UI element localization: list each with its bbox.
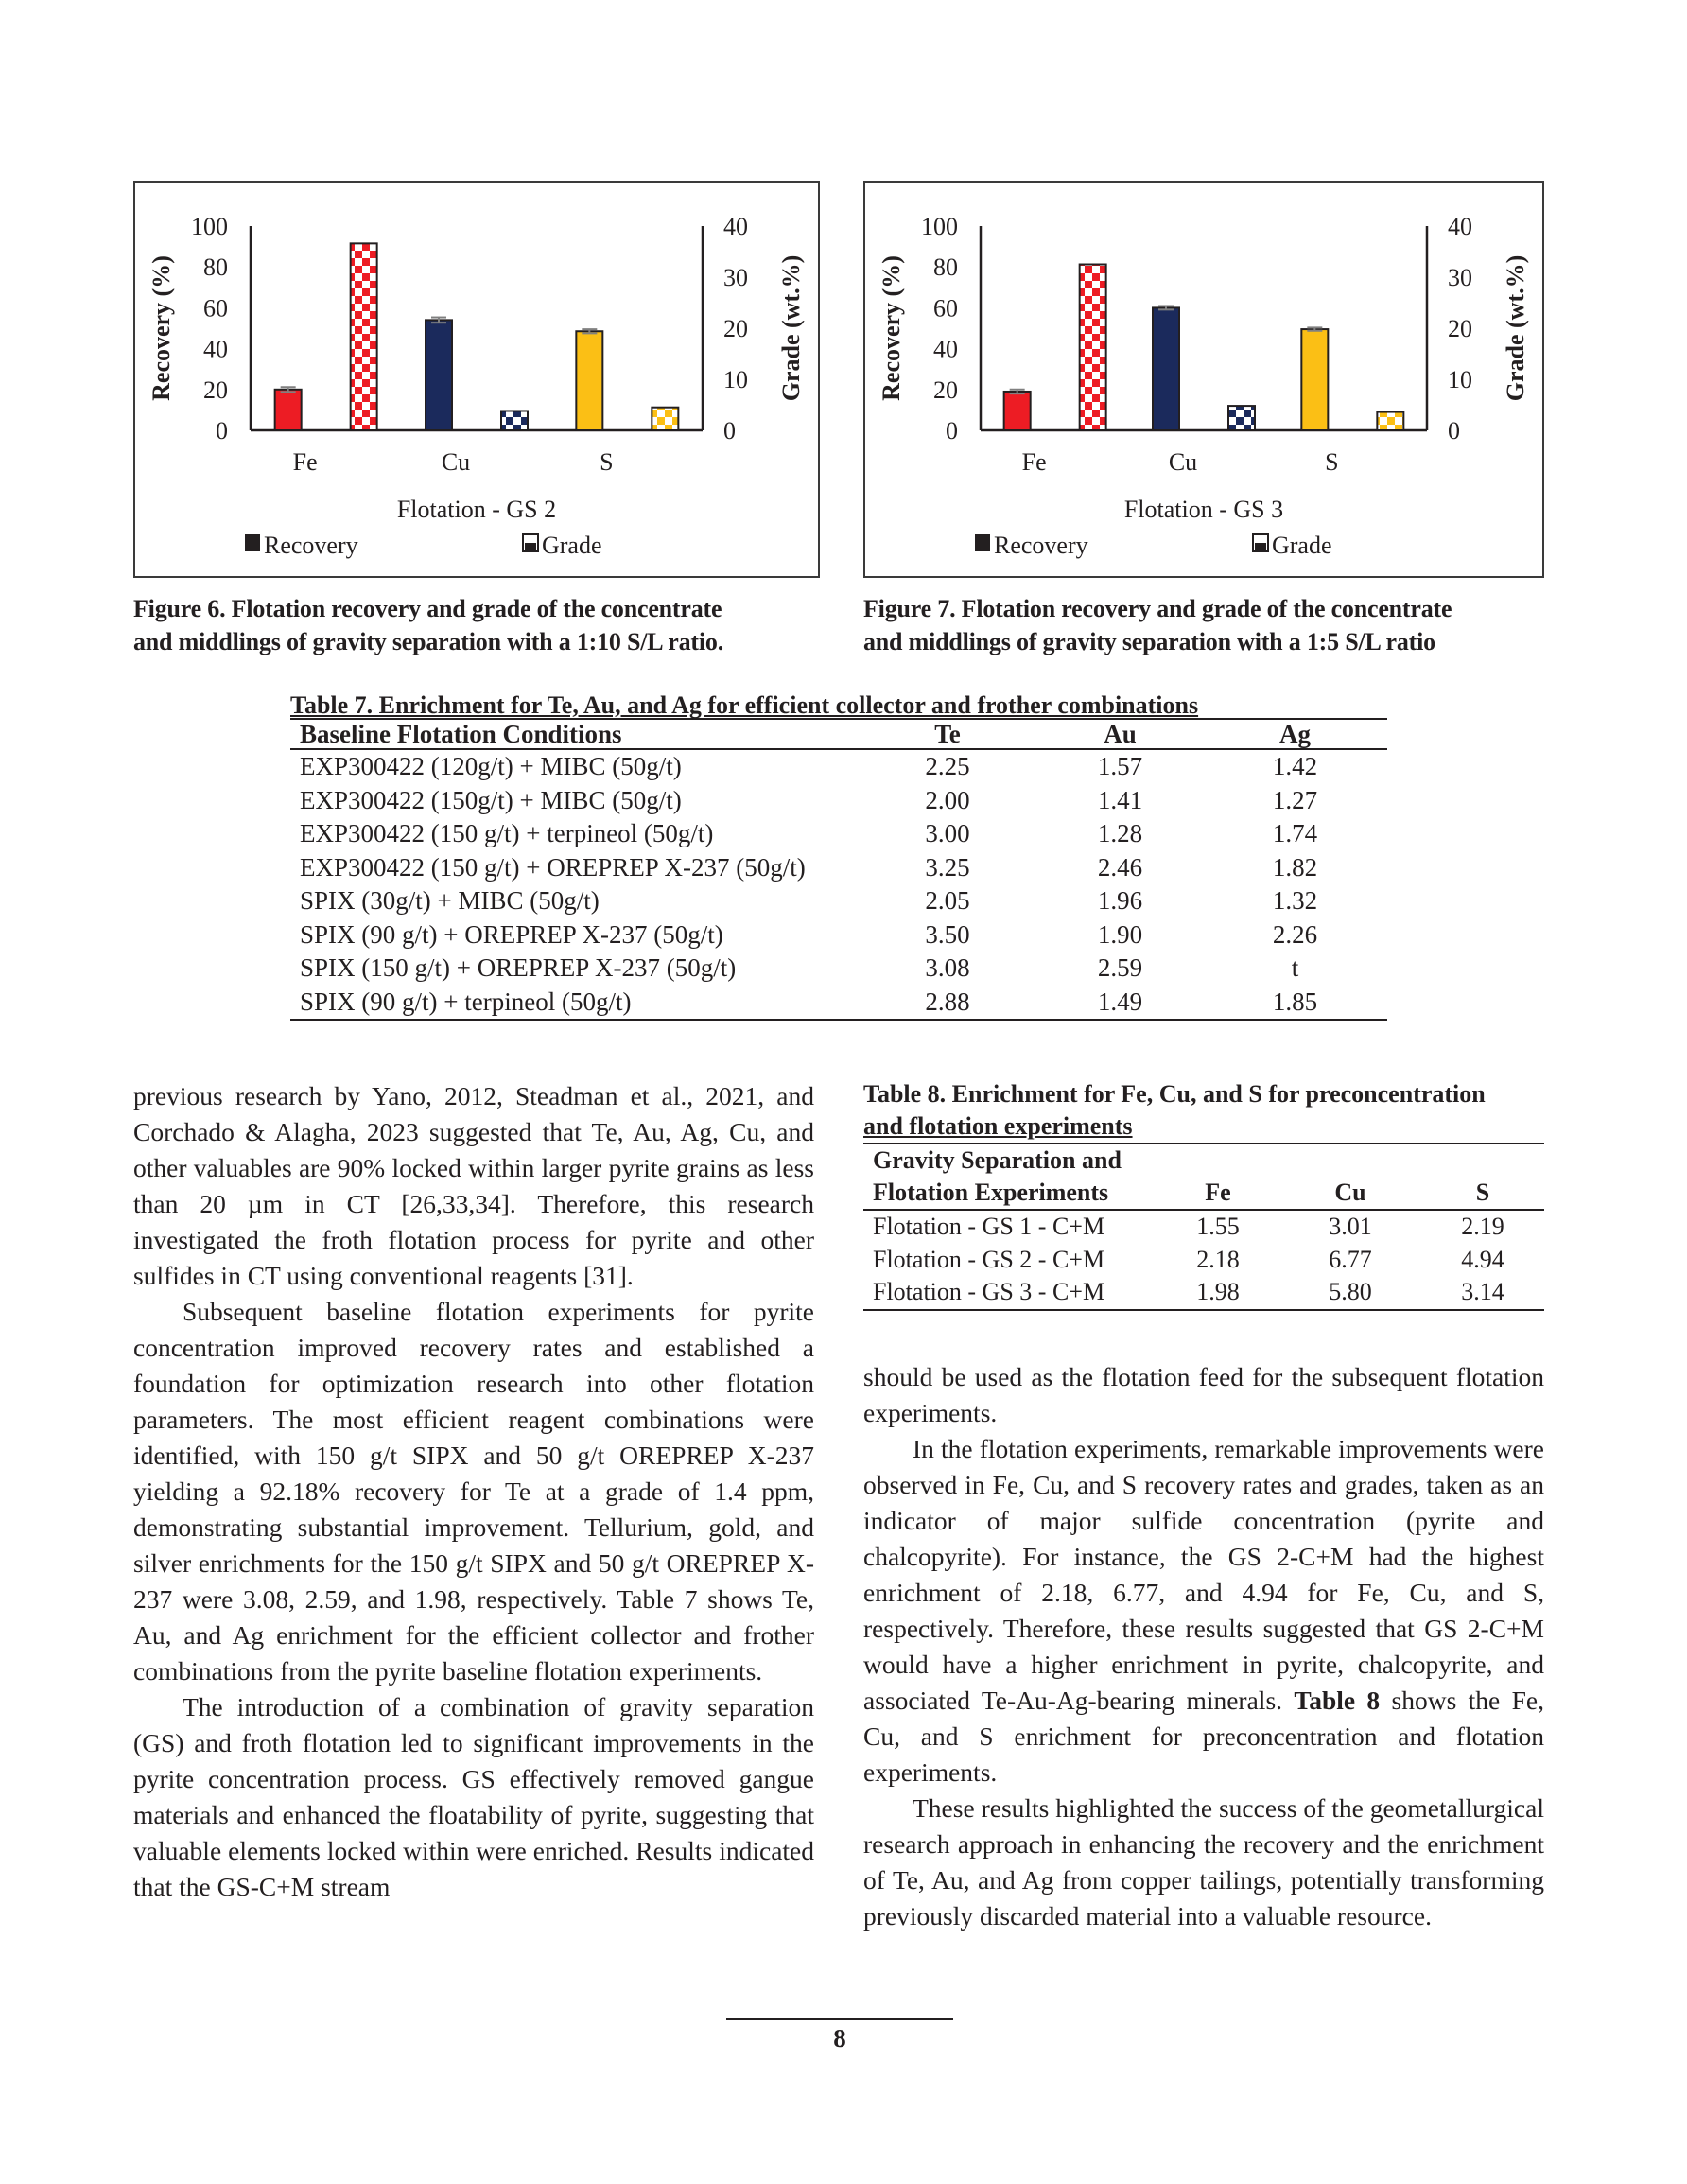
value-cell: 1.49 <box>1037 986 1203 1021</box>
column-header: Fe <box>1157 1144 1279 1210</box>
column-header: Baseline Flotation Conditions <box>290 719 858 749</box>
grade-bar <box>351 243 377 430</box>
legend-grade-swatch-fill <box>525 543 536 551</box>
x-tick-label: Fe <box>1021 448 1047 476</box>
row-label-cell: EXP300422 (150 g/t) + OREPREP X-237 (50g/t) <box>300 852 806 882</box>
value-cell: 2.59 <box>1097 953 1143 982</box>
table-header-row <box>290 719 1387 749</box>
table-row <box>290 918 1387 952</box>
table-8 <box>863 1078 1544 1311</box>
value-cell: 1.57 <box>1097 752 1143 780</box>
value-cell: 1.55 <box>1196 1213 1240 1240</box>
value-cell: 1.28 <box>1097 819 1143 847</box>
value-cell: 2.00 <box>925 785 970 814</box>
y2-tick-label: 30 <box>1448 264 1472 291</box>
column-header: Au <box>1037 719 1203 749</box>
table-row <box>290 884 1387 918</box>
table-7 <box>290 693 1387 1021</box>
value-cell: 3.01 <box>1329 1213 1372 1240</box>
recovery-bar <box>426 320 452 430</box>
row-label-cell: EXP300422 (150 g/t) + terpineol (50g/t) <box>300 819 714 847</box>
table-row <box>290 851 1387 885</box>
y-tick-label: 40 <box>933 335 958 363</box>
grade-bar <box>1228 406 1255 430</box>
value-cell: 2.19 <box>1461 1213 1504 1240</box>
bar-chart-gs3 <box>865 183 1542 576</box>
table-7-title: Table 7. Enrichment for Te, Au, and Ag for efficient collector and frother combinations <box>290 691 1199 719</box>
column-header: Cu <box>1279 1144 1421 1210</box>
value-cell: 3.00 <box>925 819 970 847</box>
table-row <box>290 952 1387 986</box>
value-cell: 3.08 <box>925 953 970 982</box>
caption-line: and middlings of gravity separation with a 1:5 S/L ratio <box>863 628 1435 655</box>
table-8-title <box>863 1078 1544 1143</box>
value-cell: 2.05 <box>925 886 970 915</box>
caption-line: Figure 7. Flotation recovery and grade of the concentrate <box>863 595 1452 622</box>
caption-line: Figure 6. Flotation recovery and grade of the concentrate <box>133 595 722 622</box>
recovery-bar <box>576 331 602 430</box>
table-row <box>290 817 1387 851</box>
figure-7-caption <box>863 592 1563 658</box>
value-cell: 2.18 <box>1196 1245 1240 1273</box>
y2-tick-label: 20 <box>1448 315 1472 342</box>
paragraph: Subsequent baseline flotation experiments for pyrite concentration improved recovery rates and established a foundation for optimization research into other flotation parameters. The most efficient reagent combinations were identified, with 150 g/t SIPX and 50 g/t OREPREP X-237 yielding a 92.18% recovery for Te at a grade of 1.4 ppm, demonstrating substantial improvement. Tellurium, gold, and silver enrichments for the 150 g/t SIPX and 50 g/t OREPREP X-237 were 3.08, 2.59, and 1.98, respectively. Table 7 shows Te, Au, and Ag enrichment for the efficient collector and frother combinations from the pyrite baseline flotation experiments. <box>133 1297 814 1686</box>
value-cell: 2.26 <box>1272 919 1318 949</box>
y2-tick-label: 10 <box>723 366 748 393</box>
y2-axis-title: Grade (wt.%) <box>1502 254 1529 402</box>
y-tick-label: 60 <box>933 294 958 323</box>
y-axis-title: Recovery (%) <box>148 255 175 401</box>
body-text-left-column <box>133 1078 814 1905</box>
y-tick-label: 100 <box>191 213 228 240</box>
value-cell: 2.46 <box>1097 852 1143 882</box>
y2-tick-label: 20 <box>723 315 748 342</box>
column-header: Te <box>858 719 1037 749</box>
legend-recovery-swatch <box>975 534 990 551</box>
legend-recovery-swatch <box>245 534 260 551</box>
row-label-cell: SPIX (90 g/t) + OREPREP X-237 (50g/t) <box>300 919 723 949</box>
y-tick-label: 100 <box>921 213 958 240</box>
recovery-bar <box>1301 329 1328 430</box>
value-cell: 2.25 <box>925 752 970 780</box>
legend-grade-label: Grade <box>542 532 602 559</box>
paragraph <box>863 1431 1544 1791</box>
paragraph: should be used as the flotation feed for the subsequent flotation experiments. <box>863 1362 1544 1427</box>
y2-tick-label: 0 <box>1448 417 1460 445</box>
text-run: In the flotation experiments, remarkable improvements were observed in Fe, Cu, and S recovery rates and grades, taken as an indicator of major sulfide concentration (pyrite and chalcopyrite). For instance, the GS 2-C+M had the highest enrichment of 2.18, 6.77, and 4.94 for Fe, Cu, and S, respectively. Therefore, these results suggested that GS 2-C+M would have a higher enrichment in pyrite, chalcopyrite, and associated Te-Au-Ag-bearing minerals. <box>863 1434 1544 1715</box>
x-tick-label: S <box>1325 448 1339 476</box>
header-line: Flotation Experiments <box>873 1179 1109 1206</box>
column-header <box>863 1144 1157 1210</box>
grade-bar <box>652 408 678 430</box>
value-cell: 3.25 <box>925 852 970 882</box>
x-axis-title: Flotation - GS 3 <box>1123 496 1284 523</box>
figure-6-chart <box>133 181 820 578</box>
grade-bar <box>501 411 528 430</box>
paragraph: previous research by Yano, 2012, Steadman et al., 2021, and Corchado & Alagha, 2023 suggested that Te, Au, Ag, Cu, and other valuables are 90% locked within larger pyrite grains as less than 20 µm in CT [26,33,34]. Therefore, this research investigated the froth flotation process for pyrite and other sulfides in CT using conventional reagents [31]. <box>133 1081 814 1290</box>
body-text-right-column <box>863 1359 1544 1934</box>
y2-axis-title: Grade (wt.%) <box>777 254 805 402</box>
x-tick-label: Cu <box>441 448 471 476</box>
y-tick-label: 40 <box>203 335 228 363</box>
column-header: Ag <box>1203 719 1387 749</box>
value-cell: 1.85 <box>1203 986 1387 1021</box>
row-label-cell: EXP300422 (120g/t) + MIBC (50g/t) <box>300 752 682 780</box>
value-cell: 1.42 <box>1272 752 1318 780</box>
figure-6-caption <box>133 592 833 658</box>
y-tick-label: 20 <box>933 376 958 404</box>
table-row <box>290 749 1387 784</box>
recovery-bar <box>275 390 302 430</box>
value-cell: 1.82 <box>1272 852 1318 882</box>
recovery-bar <box>1153 307 1179 430</box>
y2-tick-label: 40 <box>1448 213 1472 240</box>
row-label-cell: Flotation - GS 3 - C+M <box>863 1276 1157 1310</box>
value-cell: 1.27 <box>1272 785 1318 814</box>
legend-grade-swatch-fill <box>1255 543 1266 551</box>
row-label-cell: Flotation - GS 1 - C+M <box>873 1213 1105 1240</box>
table-row <box>290 784 1387 818</box>
y2-tick-label: 40 <box>723 213 748 240</box>
value-cell: 2.88 <box>858 986 1037 1021</box>
caption-line: and middlings of gravity separation with a 1:10 S/L ratio. <box>133 628 724 655</box>
x-tick-label: Fe <box>292 448 318 476</box>
value-cell: 5.80 <box>1279 1276 1421 1310</box>
row-label-cell: Flotation - GS 2 - C+M <box>873 1245 1105 1273</box>
text-run: shows the Fe, Cu, and S enrichment for preconcentration and flotation experiments. <box>863 1686 1544 1787</box>
table-8-title-line: Table 8. Enrichment for Fe, Cu, and S for preconcentration <box>863 1080 1486 1108</box>
x-tick-label: S <box>600 448 614 476</box>
y-tick-label: 80 <box>933 253 958 282</box>
value-cell: 1.98 <box>1157 1276 1279 1310</box>
table-8-grid <box>863 1143 1544 1311</box>
header-line: Gravity Separation and <box>873 1146 1122 1174</box>
y-tick-label: 0 <box>946 417 958 445</box>
legend-grade-label: Grade <box>1272 532 1332 559</box>
row-label-cell: SPIX (150 g/t) + OREPREP X-237 (50g/t) <box>300 953 737 982</box>
column-header: S <box>1421 1144 1544 1210</box>
y-tick-label: 0 <box>216 417 228 445</box>
x-tick-label: Cu <box>1168 448 1198 476</box>
y-tick-label: 80 <box>203 253 228 282</box>
value-cell: 1.90 <box>1097 919 1143 949</box>
figure-7-chart <box>863 181 1544 578</box>
y-tick-label: 20 <box>203 376 228 404</box>
table-row <box>290 986 1387 1021</box>
value-cell: 4.94 <box>1461 1245 1504 1273</box>
grade-bar <box>1080 265 1106 431</box>
paragraph: These results highlighted the success of the geometallurgical research approach in enhancing the recovery and the enrichment of Te, Au, and Ag from copper tailings, potentially transforming previously discarded material into a valuable resource. <box>863 1793 1544 1931</box>
table-row <box>863 1276 1544 1310</box>
row-label-cell: EXP300422 (150g/t) + MIBC (50g/t) <box>300 785 682 814</box>
value-cell: 1.74 <box>1272 819 1318 847</box>
x-axis-title: Flotation - GS 2 <box>396 496 557 523</box>
value-cell: 1.32 <box>1272 886 1318 915</box>
bar-chart-gs2 <box>135 183 818 576</box>
table-header-row <box>863 1144 1544 1210</box>
y-axis-title: Recovery (%) <box>878 255 905 401</box>
row-label-cell: SPIX (90 g/t) + terpineol (50g/t) <box>290 986 858 1021</box>
table-row <box>863 1210 1544 1244</box>
value-cell: 3.14 <box>1421 1276 1544 1310</box>
y2-tick-label: 30 <box>723 264 748 291</box>
recovery-bar <box>1004 392 1031 430</box>
legend-recovery-label: Recovery <box>994 532 1088 559</box>
paragraph: The introduction of a combination of gravity separation (GS) and froth flotation led to significant improvements in the pyrite concentration process. GS effectively removed gangue materials and enhanced the floatability of pyrite, suggesting that valuable elements locked within were enriched. Results indicated that the GS-C+M stream <box>133 1692 814 1901</box>
value-cell: t <box>1291 953 1299 982</box>
table-7-grid <box>290 718 1387 1021</box>
table-row <box>863 1244 1544 1277</box>
y-tick-label: 60 <box>203 294 228 323</box>
value-cell: 6.77 <box>1329 1245 1372 1273</box>
y2-tick-label: 10 <box>1448 366 1472 393</box>
grade-bar <box>1377 412 1403 430</box>
value-cell: 3.50 <box>925 919 970 949</box>
value-cell: 1.96 <box>1097 886 1143 915</box>
value-cell: 1.41 <box>1097 785 1143 814</box>
legend-recovery-label: Recovery <box>264 532 358 559</box>
y2-tick-label: 0 <box>723 417 736 445</box>
table-reference: Table 8 <box>1294 1686 1381 1715</box>
row-label-cell: SPIX (30g/t) + MIBC (50g/t) <box>300 886 600 915</box>
footer-rule <box>726 2018 953 2020</box>
table-8-title-line: and flotation experiments <box>863 1112 1133 1140</box>
page-number: 8 <box>833 2024 846 2053</box>
